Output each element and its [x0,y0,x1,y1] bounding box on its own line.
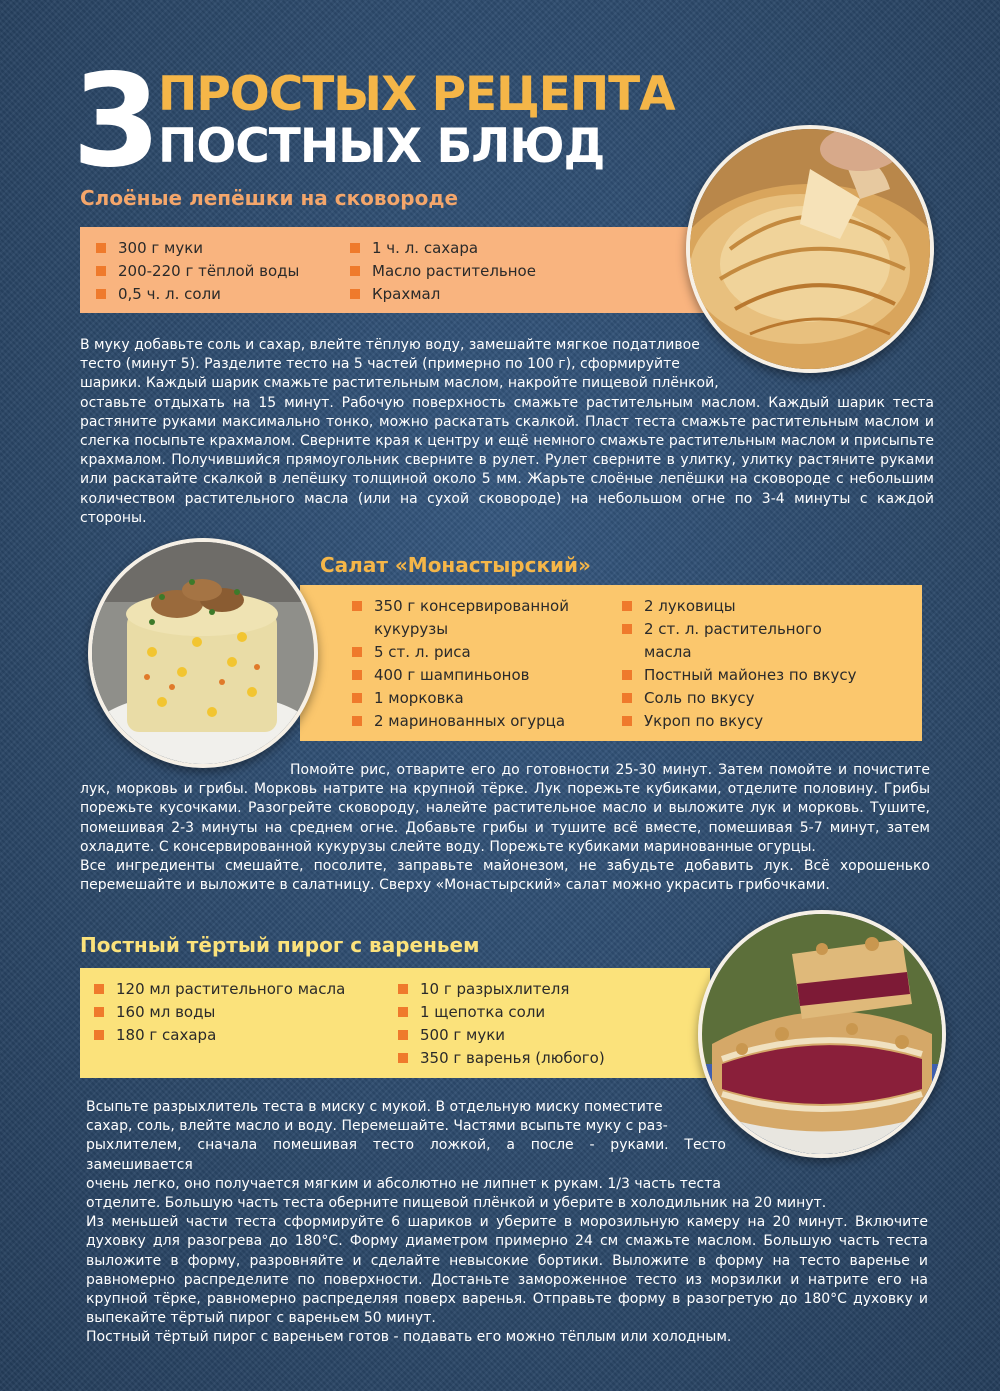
recipe-3-instructions [86,1098,928,1348]
ingredient-item: 400 г шампиньонов [352,664,577,687]
ingredient-item: 200-220 г тёплой воды [96,260,346,283]
ingredient-item: Постный майонез по вкусу [622,664,862,687]
instruction-line: очень легко, оно получается мягким и абсолютно не липнет к рукам. 1/3 часть теста [86,1175,721,1192]
big-number-three: 3 [72,47,158,196]
ingredient-item: Масло растительное [350,260,600,283]
recipe-1-ingredients-left [96,237,346,306]
recipe-2-ingredients-box [300,585,922,741]
instruction-line: тесто (минут 5). Разделите тесто на 5 частей (примерно по 100 г), сформируйте [80,356,680,373]
page-title-line-2: ПОСТНЫХ БЛЮД [158,119,605,174]
recipe-1-ingredients-box [80,227,720,313]
instruction-line: сахар, соль, влейте масло и воду. Перемешайте. Частями всыпьте муку с раз- [86,1118,668,1135]
recipe-1-instructions [80,336,934,528]
bullet-icon [622,601,632,611]
instruction-paragraph: Все ингредиенты смешайте, посолите, заправьте майонезом, не забудьте добавить лук. Всё хорошенько перемешайте и выложите в салатницу. Сверху «Монастырский» салат можно украсить грибочками. [80,858,930,894]
ingredient-item: 300 г муки [96,237,346,260]
recipe-3-title: Постный тёртый пирог с вареньем [80,933,480,957]
ingredient-item: Крахмал [350,283,600,306]
bullet-icon [96,266,106,276]
bullet-icon [622,716,632,726]
ingredient-item: 2 маринованных огурца [352,710,577,733]
bullet-icon [352,601,362,611]
bullet-icon [352,716,362,726]
bullet-icon [622,624,632,634]
salad-image [92,542,314,764]
ingredient-item: 350 г варенья (любого) [398,1047,688,1070]
ingredient-item: 180 г сахара [94,1024,384,1047]
ingredient-item: 2 ст. л. растительного масла [622,618,862,664]
bullet-icon [398,984,408,994]
ingredient-item: 1 ч. л. сахара [350,237,600,260]
bullet-icon [622,670,632,680]
ingredient-item: 120 мл растительного масла [94,978,384,1001]
bullet-icon [350,289,360,299]
recipe-1-ingredients-right [350,237,600,306]
bullet-icon [398,1053,408,1063]
ingredient-item: 10 г разрыхлителя [398,978,688,1001]
bullet-icon [350,243,360,253]
ingredient-item: 1 морковка [352,687,577,710]
bullet-icon [622,693,632,703]
instruction-line: шарики. Каждый шарик смажьте растительным маслом, накройте пищевой плёнкой, [80,375,719,392]
ingredient-item: Соль по вкусу [622,687,862,710]
recipe-3-ingredients-right [398,978,688,1070]
ingredient-item: 160 мл воды [94,1001,384,1024]
recipe-2-title: Салат «Монастырский» [320,553,591,577]
bullet-icon [352,693,362,703]
instruction-line: В муку добавьте соль и сахар, влейте тёплую воду, замешайте мягкое податливое [80,337,700,353]
recipe-2-ingredients-left [352,595,577,733]
ingredient-item: Укроп по вкусу [622,710,862,733]
ingredient-item: 2 луковицы [622,595,862,618]
recipe-2-instructions [80,761,930,895]
bullet-icon [96,243,106,253]
ingredient-item: 350 г консервированной кукурузы [352,595,577,641]
recipe-2-ingredients-right [622,595,862,733]
instruction-paragraph: Помойте рис, отварите его до готовности 25-30 минут. Затем помойте и почистите лук, морковь и грибы. Морковь натрите на крупной тёрке. Лук порежьте кубиками, отделите половину. Грибы порежьте кусочками. Разогрейте сковороду, налейте растительное масло и выложите лук и морковь. Тушите, помешивая 2-3 минуты на среднем огне. Добавьте грибы и тушите всё вместе, помешивая 5-7 минут, затем охладите. С консервированной кукурузы слейте воду. Порежьте кубиками маринованные огурцы. [80,762,930,855]
recipe-3-ingredients-box [80,968,710,1078]
bullet-icon [352,670,362,680]
ingredient-item: 5 ст. л. риса [352,641,577,664]
instruction-line: Всыпьте разрыхлитель теста в миску с мукой. В отдельную миску поместите [86,1099,663,1115]
bullet-icon [398,1030,408,1040]
instruction-paragraph: Из меньшей части теста сформируйте 6 шариков и уберите в морозильную камеру на 20 минут. Включите духовку для разогрева до 180°С. Форму диаметром примерно 24 см смажьте маслом. Большую часть теста выложите в форму, разровняйте и сделайте невысокие бортики. Выложите в форму на тесто варенье и равномерно распределите по поверхности. Достаньте замороженное тесто из морзилки и натрите его на крупной тёрке, равномерно распределяя поверх варенья. Отправьте форму в разогретую до 180°С духовку и выпекайте тёртый пирог с вареньем 50 минут. [86,1214,928,1327]
recipe-1-title: Слоёные лепёшки на сковороде [80,186,459,210]
bullet-icon [94,1007,104,1017]
bullet-icon [352,647,362,657]
ingredient-item: 1 щепотка соли [398,1001,688,1024]
salad-photo [88,538,318,768]
bullet-icon [398,1007,408,1017]
instruction-line: отделите. Большую часть теста оберните пищевой плёнкой и уберите в холодильник на 20 минут. [86,1195,827,1212]
bullet-icon [94,984,104,994]
bullet-icon [350,266,360,276]
page-title-line-1: ПРОСТЫХ РЕЦЕПТА [158,67,675,122]
ingredient-item: 0,5 ч. л. соли [96,283,346,306]
instruction-line: рыхлителем, сначала помешивая тесто ложкой, а после - руками. Тесто замешивается [86,1137,726,1173]
instruction-paragraph: оставьте отдыхать на 15 минут. Рабочую поверхность смажьте растительным маслом. Каждый шарик теста растяните руками максимально тонко, можно раскатать скалкой. Пласт теста смажьте растительным маслом и слегка посыпьте крахмалом. Сверните края к центру и ещё немного смажьте растительным маслом и присыпьте крахмалом. Получившийся прямоугольник сверните в рулет. Рулет сверните в улитку, улитку растяните руками или раскатайте скалкой в лепёшку толщиной около 5 мм. Жарьте слоёные лепёшки на сковороде с небольшим количеством растительного масла (или на сухой сковороде) на небольшом огне по 3-4 минуты с каждой стороны. [80,394,934,526]
flatbread-image [690,129,930,369]
recipe-3-ingredients-left [94,978,384,1047]
instruction-paragraph: Постный тёртый пирог с вареньем готов - подавать его можно тёплым или холодным. [86,1329,732,1346]
ingredient-item: 500 г муки [398,1024,688,1047]
bullet-icon [96,289,106,299]
bullet-icon [94,1030,104,1040]
